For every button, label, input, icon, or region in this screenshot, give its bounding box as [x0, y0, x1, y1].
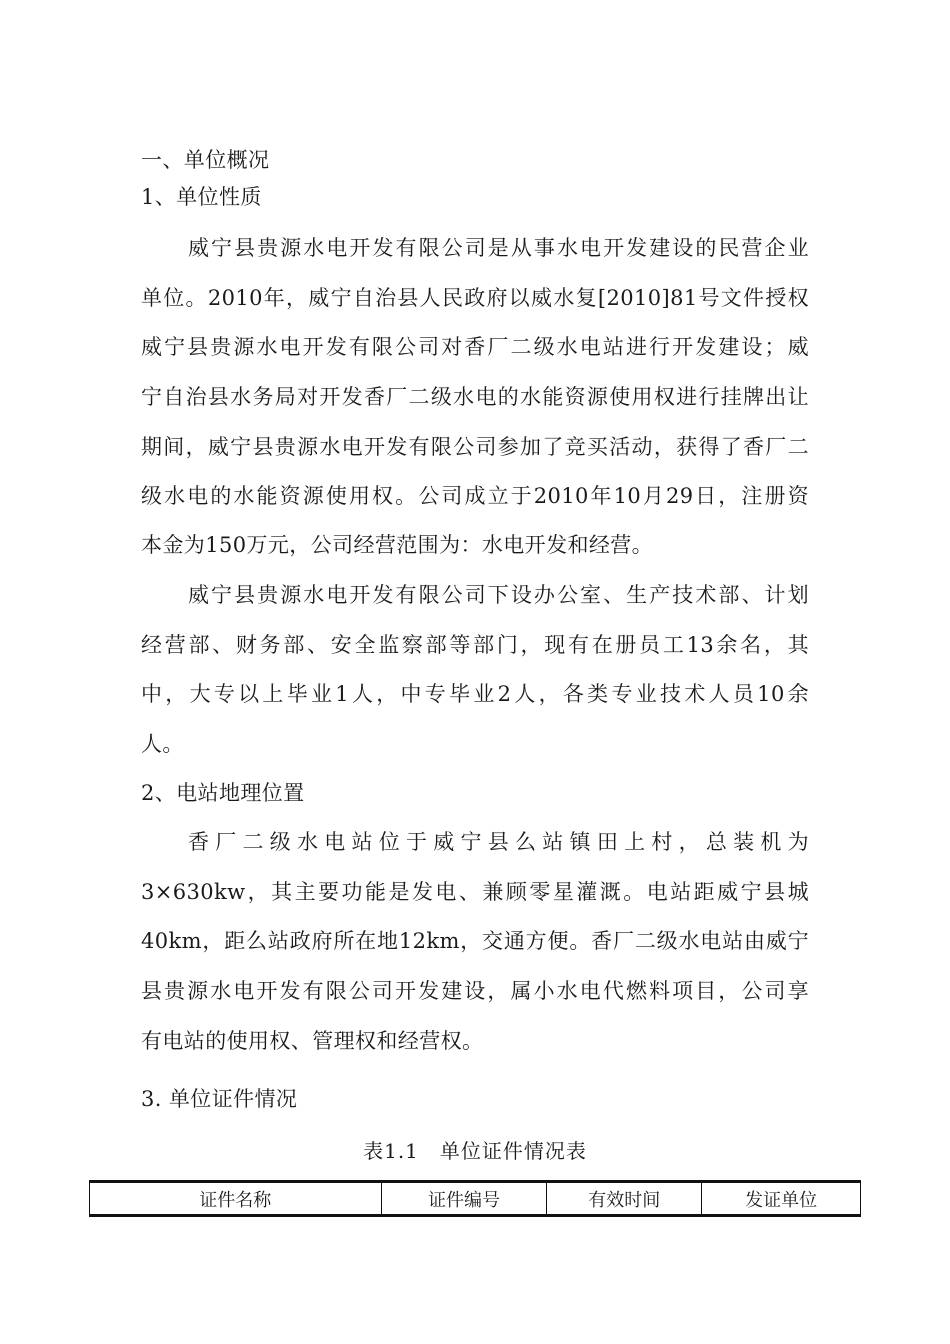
para2-line-2: 经营部、财务部、安全监察部等部门，现有在册员工13余名，其 [141, 633, 809, 657]
para3-line-2: 3×630kw，其主要功能是发电、兼顾零星灌溉。电站距威宁县城 [141, 880, 809, 904]
main-heading: 一、单位概况 [141, 148, 270, 172]
section-1-title: 1、单位性质 [141, 185, 262, 209]
para1-line-2: 单位。2010年，威宁自治县人民政府以威水复[2010]81号文件授权 [141, 286, 809, 310]
column-header-cert-name: 证件名称 [90, 1182, 382, 1216]
certificates-table [89, 1180, 861, 1217]
para3-line-3: 40km，距么站政府所在地12km，交通方便。香厂二级水电站由威宁 [141, 929, 809, 953]
column-header-cert-number: 证件编号 [381, 1182, 547, 1216]
para1-line-3: 威宁县贵源水电开发有限公司对香厂二级水电站进行开发建设；威 [141, 335, 809, 359]
para3-line-1: 香厂二级水电站位于威宁县么站镇田上村，总装机为 [188, 830, 809, 854]
para2-line-1: 威宁县贵源水电开发有限公司下设办公室、生产技术部、计划 [188, 583, 809, 607]
column-header-issuer: 发证单位 [702, 1182, 861, 1216]
para3-line-5: 有电站的使用权、管理权和经营权。 [141, 1029, 484, 1053]
table-caption: 表1.1 单位证件情况表 [363, 1139, 587, 1163]
para2-line-3: 中，大专以上毕业1人，中专毕业2人，各类专业技术人员10余 [141, 682, 809, 706]
para2-line-4: 人。 [141, 732, 184, 756]
para3-line-4: 县贵源水电开发有限公司开发建设，属小水电代燃料项目，公司享 [141, 979, 809, 1003]
section-2-title: 2、电站地理位置 [141, 781, 305, 805]
section-3-title: 3. 单位证件情况 [141, 1087, 298, 1111]
para1-line-4: 宁自治县水务局对开发香厂二级水电的水能资源使用权进行挂牌出让 [141, 385, 809, 409]
column-header-valid-period: 有效时间 [547, 1182, 702, 1216]
para1-line-7: 本金为150万元，公司经营范围为：水电开发和经营。 [141, 533, 654, 557]
para1-line-5: 期间，威宁县贵源水电开发有限公司参加了竞买活动，获得了香厂二 [141, 435, 809, 459]
table-header-row [90, 1182, 861, 1216]
para1-line-1: 威宁县贵源水电开发有限公司是从事水电开发建设的民营企业 [188, 236, 809, 260]
para1-line-6: 级水电的水能资源使用权。公司成立于2010年10月29日，注册资 [141, 484, 809, 508]
